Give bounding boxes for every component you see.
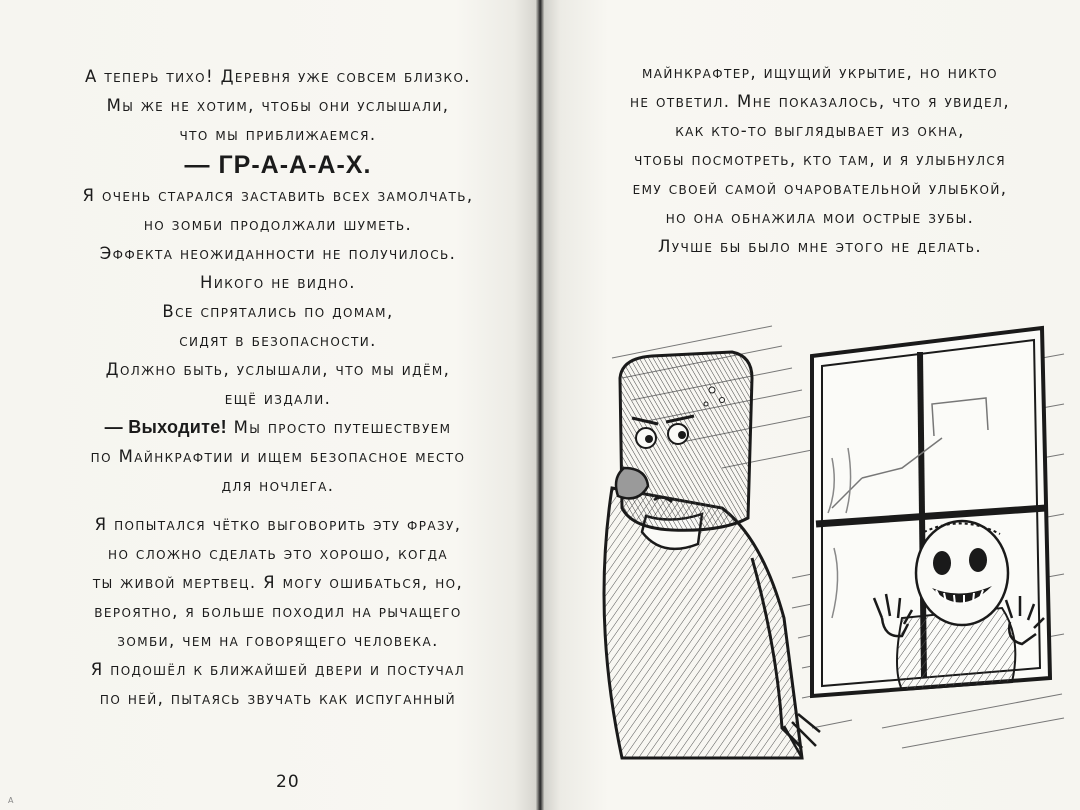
- text-line: Никого не видно.: [200, 273, 356, 292]
- text-line: Я очень старался заставить всех замолчать,: [82, 186, 474, 205]
- page-number: 20: [276, 772, 300, 792]
- right-page: [544, 0, 1080, 810]
- zombie-figure: [604, 352, 820, 758]
- text-line: Эффекта неожиданности не получилось.: [99, 244, 457, 263]
- book-gutter: [536, 0, 544, 810]
- illustration-drawing: [602, 318, 1066, 768]
- left-page-text: [60, 62, 496, 713]
- text-line: по Майнкрафтии и ищем безопасное место: [90, 447, 466, 466]
- text-line: как кто-то выглядывает из окна,: [675, 121, 965, 140]
- left-page: [0, 0, 536, 810]
- text-line: майнкрафтер, ищущий укрытие, но никто: [641, 63, 999, 82]
- text-line: Я подошёл к ближайшей двери и постучал: [90, 660, 466, 679]
- dialogue-rest: Мы просто путешествуем: [233, 418, 452, 437]
- text-line: не ответил. Мне показалось, что я увидел,: [630, 92, 1010, 111]
- text-line: А теперь тихо! Деревня уже совсем близко.: [85, 67, 471, 86]
- zombie-at-window-illustration: [602, 318, 1066, 768]
- corner-mark: A: [8, 796, 14, 805]
- text-line: ему своей самой очаровательной улыбкой,: [632, 179, 1008, 198]
- text-line: зомби, чем на говорящего человека.: [117, 631, 439, 650]
- text-line: сидят в безопасности.: [179, 331, 377, 350]
- text-line: но сложно сделать это хорошо, когда: [108, 544, 448, 563]
- paragraph-gap: [60, 500, 496, 510]
- text-line: Лучше бы было мне этого не делать.: [657, 237, 983, 256]
- text-line: по ней, пытаясь звучать как испуганный: [99, 689, 457, 708]
- right-page-text: [584, 58, 1056, 261]
- text-line: вероятно, я больше походил на рычащего: [94, 602, 462, 621]
- text-line: Мы же не хотим, чтобы они услышали,: [106, 96, 450, 115]
- text-line: для ночлега.: [221, 476, 335, 495]
- text-line: что мы приближаемся.: [179, 125, 377, 144]
- text-line: но она обнажила мои острые зубы.: [665, 208, 975, 227]
- dialogue-line: [60, 413, 496, 442]
- text-line: Я попытался чётко выговорить эту фразу,: [94, 515, 462, 534]
- text-line: Все спрятались по домам,: [162, 302, 394, 321]
- text-line: ты живой мертвец. Я могу ошибаться, но,: [92, 573, 464, 592]
- text-line: чтобы посмотреть, кто там, и я улыбнулся: [634, 150, 1006, 169]
- text-line: но зомби продолжали шуметь.: [143, 215, 413, 234]
- callout-text: — Выходите!: [104, 417, 227, 437]
- text-line: ещё издали.: [224, 389, 332, 408]
- text-line: Должно быть, услышали, что мы идём,: [105, 360, 451, 379]
- zombie-shout: — ГР-А-А-А-Х.: [184, 151, 372, 179]
